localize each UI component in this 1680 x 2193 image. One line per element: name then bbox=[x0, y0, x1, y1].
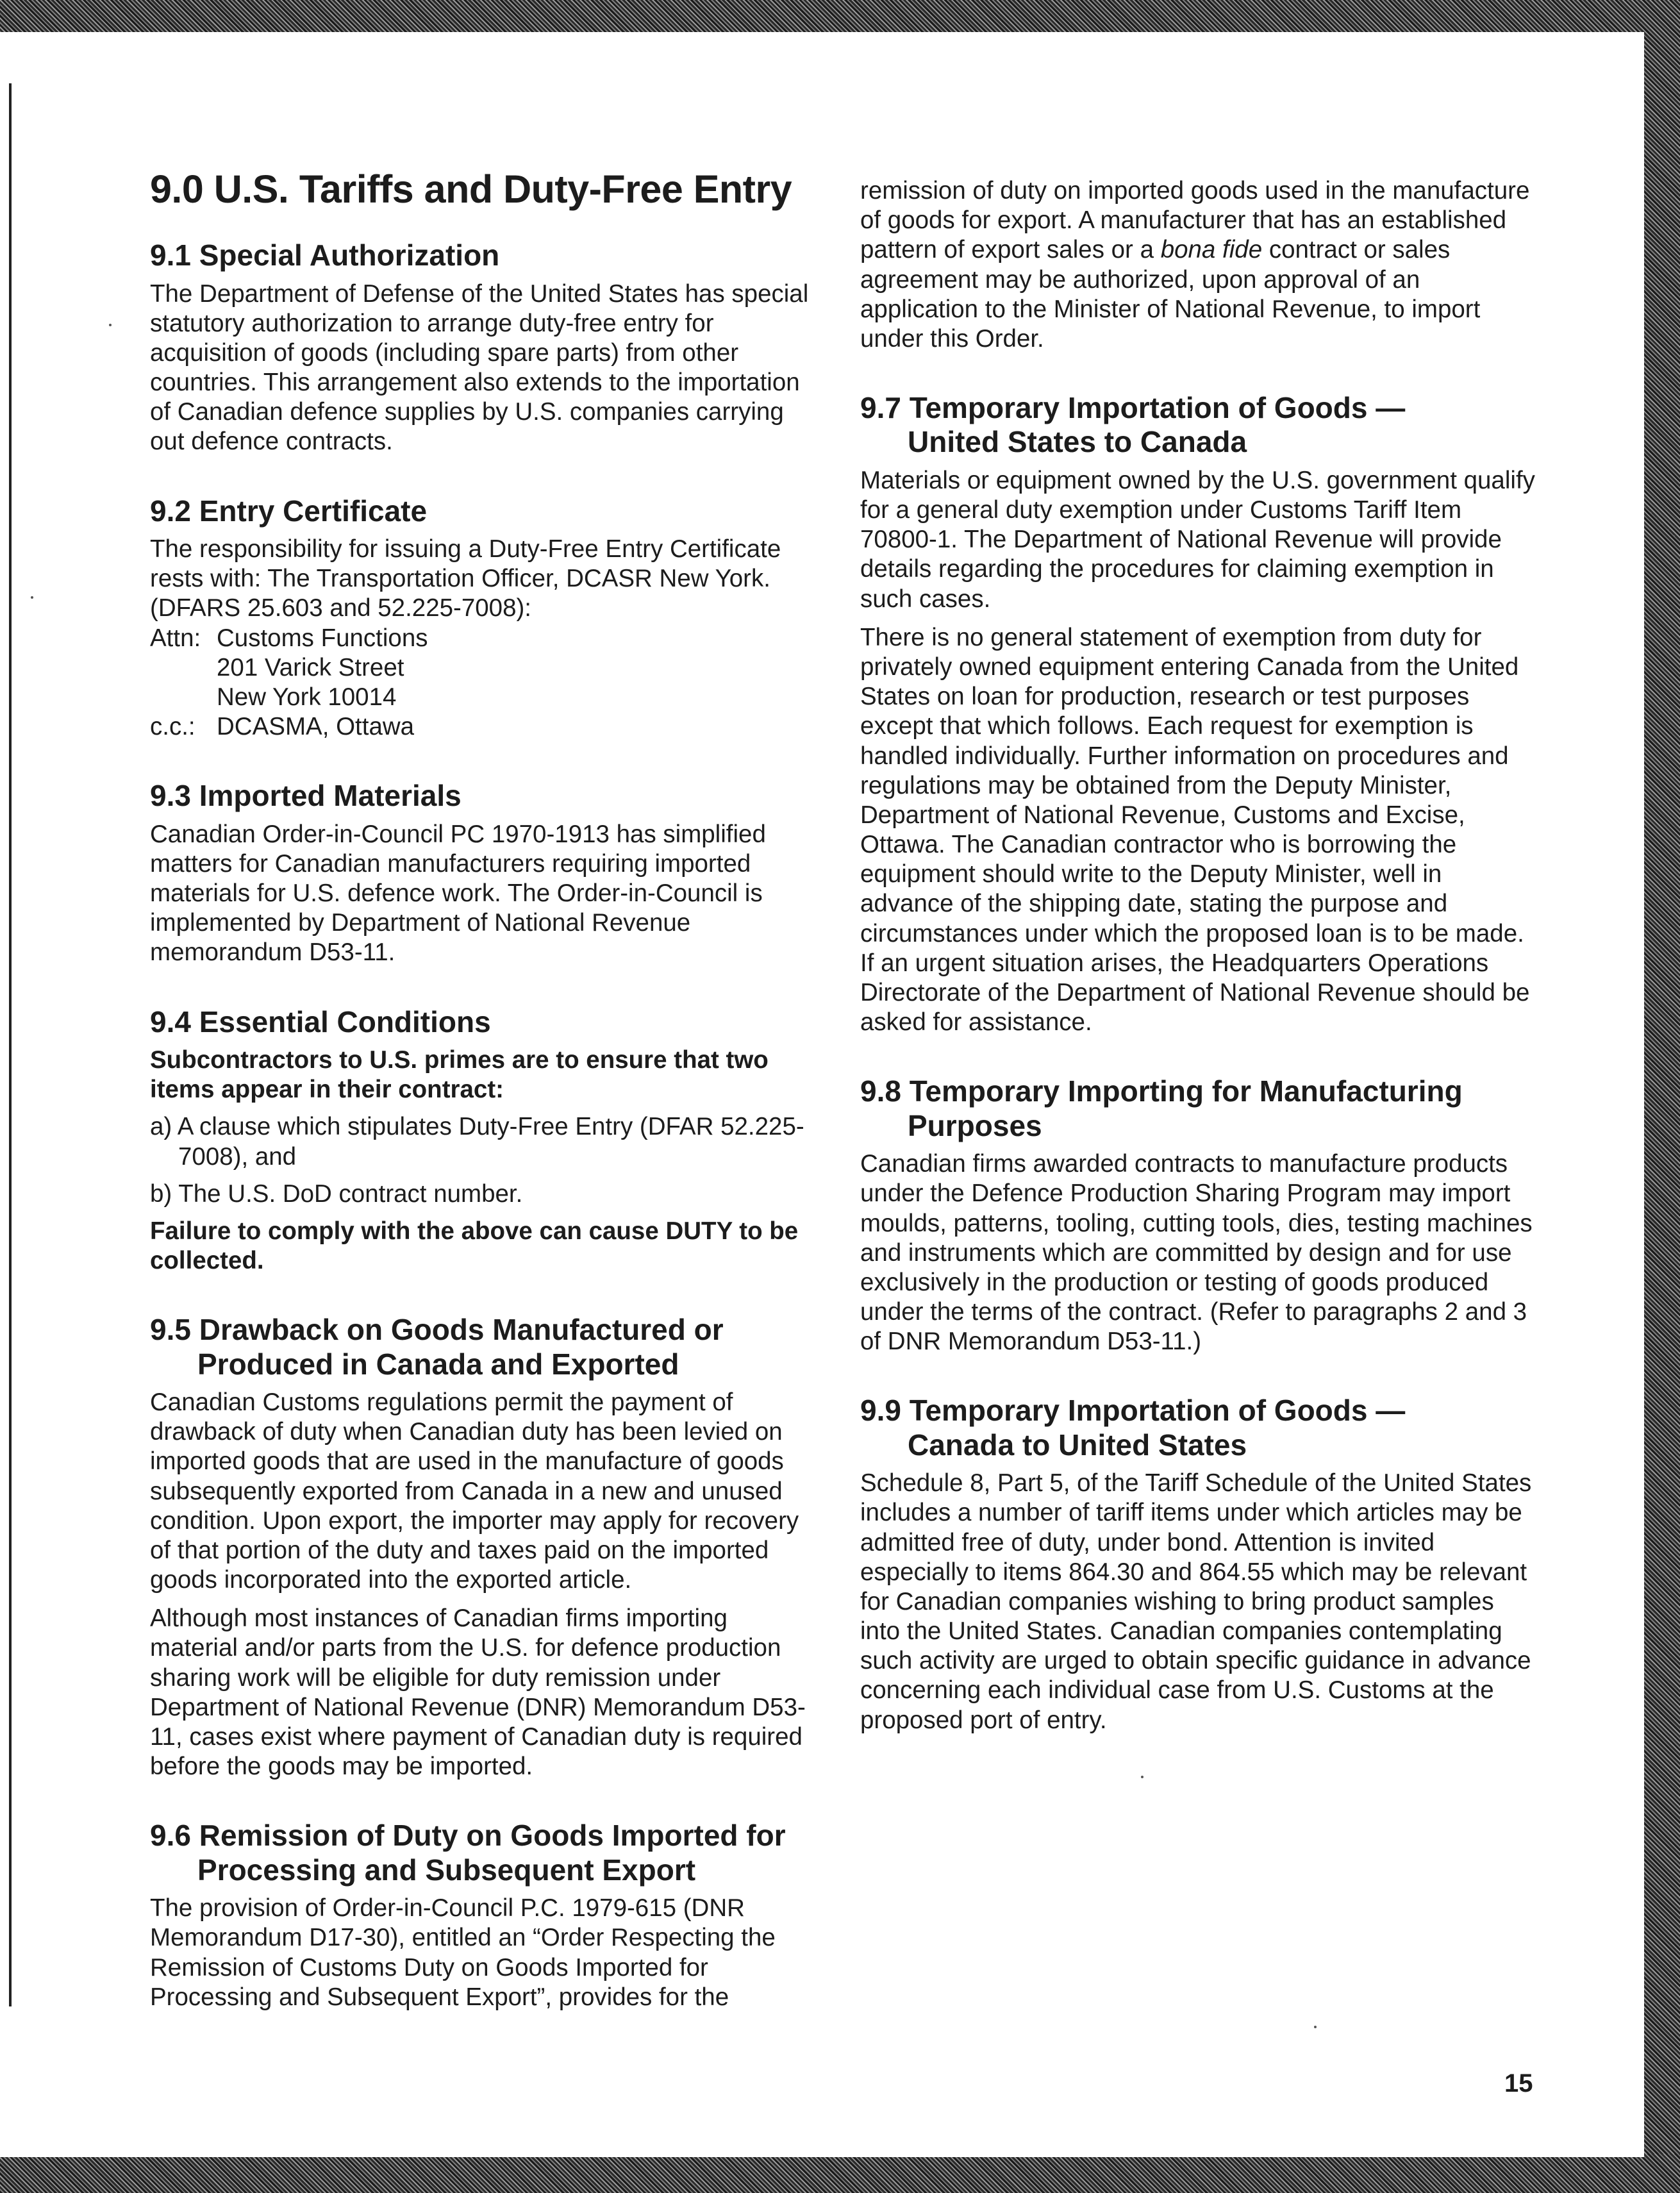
list-item: b) The U.S. DoD contract number. bbox=[150, 1180, 523, 1208]
text-run: contract or sales agreement may be authorized, upon approval of an application to the Minister of National Revenue, to import under this Order. bbox=[860, 236, 1481, 353]
warning-text: Failure to comply with the above can cause DUTY to be collected. bbox=[150, 1217, 799, 1275]
list-item: a) A clause which stipulates Duty-Free Entry (DFAR 52.225-7008), and bbox=[150, 1113, 804, 1171]
section-body: The Department of Defense of the United States has special statutory authorization to arrange duty-free entry for acquisition of goods (including spare parts) from other countries. This arrangement also extends to the importation of Canadian defence supplies by U.S. companies carrying out defence contracts. bbox=[150, 279, 809, 456]
section-heading bbox=[150, 1313, 820, 1381]
section-heading bbox=[860, 391, 1540, 460]
section-9-9 bbox=[860, 1394, 1540, 1735]
heading-line: Purposes bbox=[908, 1108, 1042, 1142]
section-heading bbox=[860, 1074, 1540, 1143]
section-9-1 bbox=[150, 238, 820, 456]
heading-line: Processing and Subsequent Export bbox=[197, 1853, 696, 1887]
page-title: 9.0 U.S. Tariffs and Duty-Free Entry bbox=[150, 167, 792, 211]
section-heading: 9.3 Imported Materials bbox=[150, 779, 462, 813]
section-paragraph: The provision of Order-in-Council P.C. 1979-615 (DNR Memorandum D17-30), entitled an “Order Respecting the Remission of Customs Duty on Goods Imported for Processing and Subsequent Export”, provides for the bbox=[150, 1894, 776, 2011]
section-9-6-continued bbox=[860, 176, 1540, 354]
heading-line: United States to Canada bbox=[908, 425, 1247, 459]
scan-speck bbox=[1141, 1776, 1144, 1778]
address-line: Customs Functions bbox=[217, 624, 428, 652]
italic-text: bona fide bbox=[1160, 236, 1263, 264]
section-paragraph: Canadian firms awarded contracts to manufacture products under the Defence Production Sharing Program may import moulds, patterns, tooling, cutting tools, dies, testing machines and instruments which are committed by design and for use exclusively in the production or testing of goods produced under the terms of the contract. (Refer to paragraphs 2 and 3 of DNR Memorandum D53-11.) bbox=[860, 1150, 1533, 1356]
text-run: remission of duty on imported goods used in the manufacture of goods for export. A manufacturer that has an established pattern of export sales or a bbox=[860, 177, 1530, 264]
section-paragraph: Canadian Customs regulations permit the payment of drawback of duty when Canadian duty has been levied on imported goods that are used in the manufacture of goods subsequently exported from Canada in a new and unused condition. Upon export, the importer may apply for recovery of that portion of the duty and taxes paid on the imported goods incorporated into the exported article. bbox=[150, 1388, 799, 1594]
scan-border-top bbox=[0, 0, 1680, 35]
heading-line: 9.5 Drawback on Goods Manufactured or bbox=[150, 1313, 724, 1347]
section-9-7 bbox=[860, 391, 1540, 1037]
cc-value: DCASMA, Ottawa bbox=[217, 713, 415, 741]
section-9-2 bbox=[150, 494, 820, 742]
section-intro: Subcontractors to U.S. primes are to ensure that two items appear in their contract: bbox=[150, 1046, 769, 1104]
heading-line: Produced in Canada and Exported bbox=[197, 1347, 679, 1381]
section-9-3 bbox=[150, 779, 820, 967]
scan-border-bottom bbox=[0, 2154, 1680, 2193]
scan-border-right bbox=[1641, 0, 1680, 2193]
heading-line: Canada to United States bbox=[908, 1428, 1247, 1462]
section-body: Canadian Order-in-Council PC 1970-1913 has simplified matters for Canadian manufacturers requiring imported materials for U.S. defence work. The Order-in-Council is implemented by Department of National Revenue memorandum D53-11. bbox=[150, 820, 766, 967]
page-number: 15 bbox=[1504, 2069, 1533, 2097]
section-paragraph: Materials or equipment owned by the U.S. government qualify for a general duty exemption under Customs Tariff Item 70800-1. The Department of National Revenue will provide details regarding the procedures for claiming exemption in such cases. bbox=[860, 466, 1535, 613]
heading-line: 9.8 Temporary Importing for Manufacturing bbox=[860, 1074, 1463, 1108]
heading-line: 9.7 Temporary Importation of Goods — bbox=[860, 391, 1406, 425]
section-paragraph: Schedule 8, Part 5, of the Tariff Schedule of the United States includes a number of tariff items under which articles may be admitted free of duty, under bond. Attention is invited especially to items 864.30 and 864.55 which may be relevant for Canadian companies wishing to bring product samples into the United States. Canadian companies contemplating such activity are urged to obtain specific guidance in advance concerning each individual case from U.S. Customs at the proposed port of entry. bbox=[860, 1469, 1532, 1734]
document-page bbox=[0, 32, 1644, 2157]
heading-line: 9.6 Remission of Duty on Goods Imported for bbox=[150, 1819, 786, 1853]
right-column bbox=[860, 176, 1540, 1772]
section-9-6 bbox=[150, 1819, 820, 2012]
page-edge-shadow bbox=[9, 83, 12, 2006]
scan-speck bbox=[31, 596, 33, 599]
section-heading bbox=[860, 1394, 1540, 1462]
scan-speck bbox=[1314, 2026, 1317, 2028]
scan-speck bbox=[109, 324, 112, 326]
address-line: New York 10014 bbox=[217, 683, 397, 711]
section-body: The responsibility for issuing a Duty-Free Entry Certificate rests with: The Transportation Officer, DCASR New York. (DFARS 25.603 and 52.225-7008): bbox=[150, 535, 781, 622]
cc-label: c.c.: bbox=[150, 713, 195, 741]
section-9-4 bbox=[150, 1005, 820, 1276]
address-line: 201 Varick Street bbox=[217, 653, 404, 681]
left-column bbox=[150, 167, 820, 2049]
section-9-5 bbox=[150, 1313, 820, 1781]
section-heading: 9.4 Essential Conditions bbox=[150, 1005, 491, 1038]
heading-line: 9.9 Temporary Importation of Goods — bbox=[860, 1394, 1406, 1428]
section-paragraph bbox=[860, 176, 1540, 354]
section-heading: 9.1 Special Authorization bbox=[150, 238, 500, 272]
section-paragraph: Although most instances of Canadian firms importing material and/or parts from the U.S. for defence production sharing work will be eligible for duty remission under Department of National Revenue (DNR) Memorandum D53-11, cases exist where payment of Canadian duty is required before the goods may be imported. bbox=[150, 1605, 806, 1781]
section-9-8 bbox=[860, 1074, 1540, 1356]
address-block bbox=[150, 624, 820, 742]
attn-label: Attn: bbox=[150, 624, 201, 652]
section-heading bbox=[150, 1819, 820, 1887]
section-heading: 9.2 Entry Certificate bbox=[150, 494, 428, 528]
section-paragraph: There is no general statement of exemption from duty for privately owned equipment entering Canada from the United States on loan for production, research or test purposes except that which follows. Each request for exemption is handled individually. Further information on procedures and regulations may be obtained from the Deputy Minister, Department of National Revenue, Customs and Excise, Ottawa. The Canadian contractor who is borrowing the equipment should write to the Deputy Minister, well in advance of the shipping date, stating the purpose and circumstances under which the proposed loan is to be made. If an urgent situation arises, the Headquarters Operations Directorate of the Department of National Revenue should be asked for assistance. bbox=[860, 623, 1530, 1037]
